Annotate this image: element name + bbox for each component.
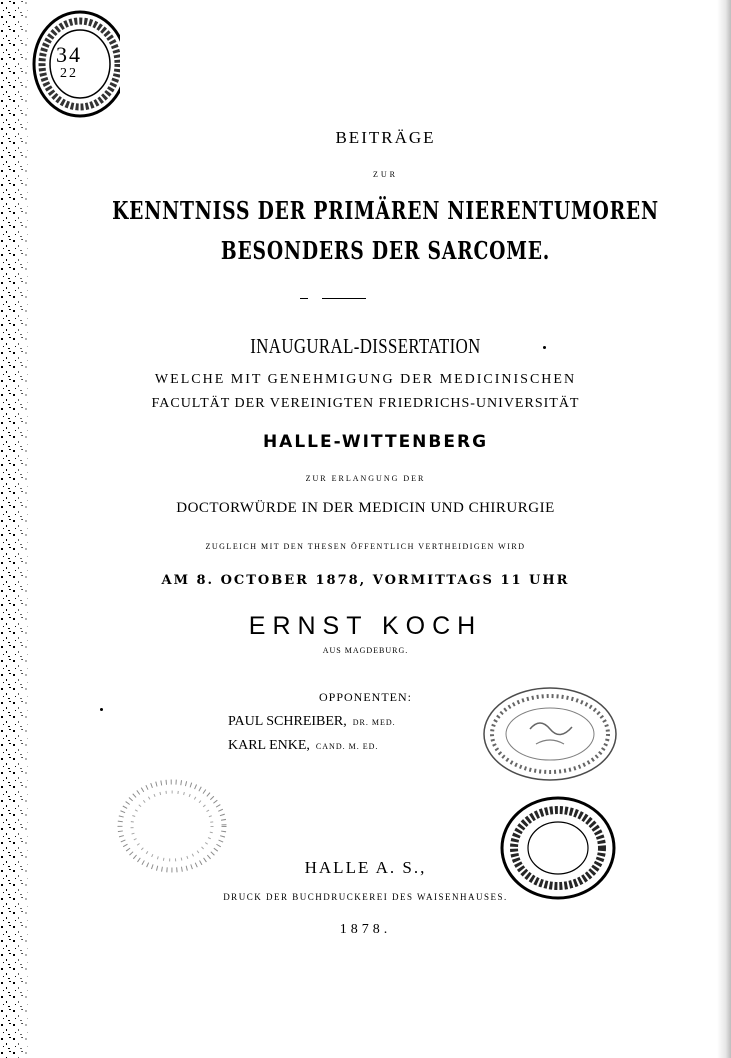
imprint-year: 1878. [339, 922, 392, 937]
opponent-1-name: PAUL SCHREIBER, [228, 714, 347, 729]
opponent-2-role: CAND. M. ED. [315, 742, 379, 751]
divider-rule [322, 298, 366, 299]
dissertation-line-1: WELCHE MIT GENEHMIGUNG DER MEDICINISCHEN [154, 372, 577, 387]
zugleich-line: ZUGLEICH MIT DEN THESEN ÖFFENTLICH VERTHEIDIGEN WIRD [205, 542, 526, 551]
defense-date-line: AM 8. OCTOBER 1878, VORMITTAGS 11 UHR [161, 573, 570, 588]
opponent-1-role: DR. MED. [352, 718, 396, 727]
opponent-2 [228, 738, 378, 754]
dissertation-title: INAUGURAL-DISSERTATION [250, 334, 481, 358]
imprint-printer: DRUCK DER BUCHDRUCKEREI DES WAISENHAUSES. [223, 892, 508, 902]
speck-mark [543, 346, 546, 349]
opponents-label: OPPONENTEN: [318, 690, 412, 704]
main-title-line-1: KENNTNISS DER PRIMÄREN NIERENTUMOREN [112, 196, 659, 225]
stamp-number: 34 [56, 42, 82, 67]
dissertation-line-2: FACULTÄT DER VEREINIGTEN FRIEDRICHS-UNIVERSITÄT [151, 396, 580, 411]
opponent-1 [228, 714, 396, 730]
title-beitraege: BEITRÄGE [335, 128, 436, 147]
academy-stamp-lower-right [496, 792, 620, 904]
stamp-number-sub: 22 [60, 66, 78, 81]
speck-mark [100, 708, 103, 711]
stamp-circular-text [0, 0, 1, 1]
divider-dash [300, 298, 308, 299]
main-title-line-2: BESONDERS DER SARCOME. [220, 236, 551, 265]
author-origin: AUS MAGDEBURG. [322, 646, 409, 655]
imprint-city: HALLE A. S., [304, 858, 427, 877]
university-name: HALLE-WITTENBERG [262, 432, 489, 452]
author-name: ERNST KOCH [248, 612, 483, 640]
academy-stamp-upper-right [480, 684, 620, 784]
title-zur: ZUR [373, 170, 398, 179]
opponent-2-name: KARL ENKE, [228, 738, 310, 753]
erlangung-line: ZUR ERLANGUNG DER [305, 474, 426, 483]
doctor-degree-line: DOCTORWÜRDE IN DER MEDICIN UND CHIRURGIE [176, 500, 555, 516]
